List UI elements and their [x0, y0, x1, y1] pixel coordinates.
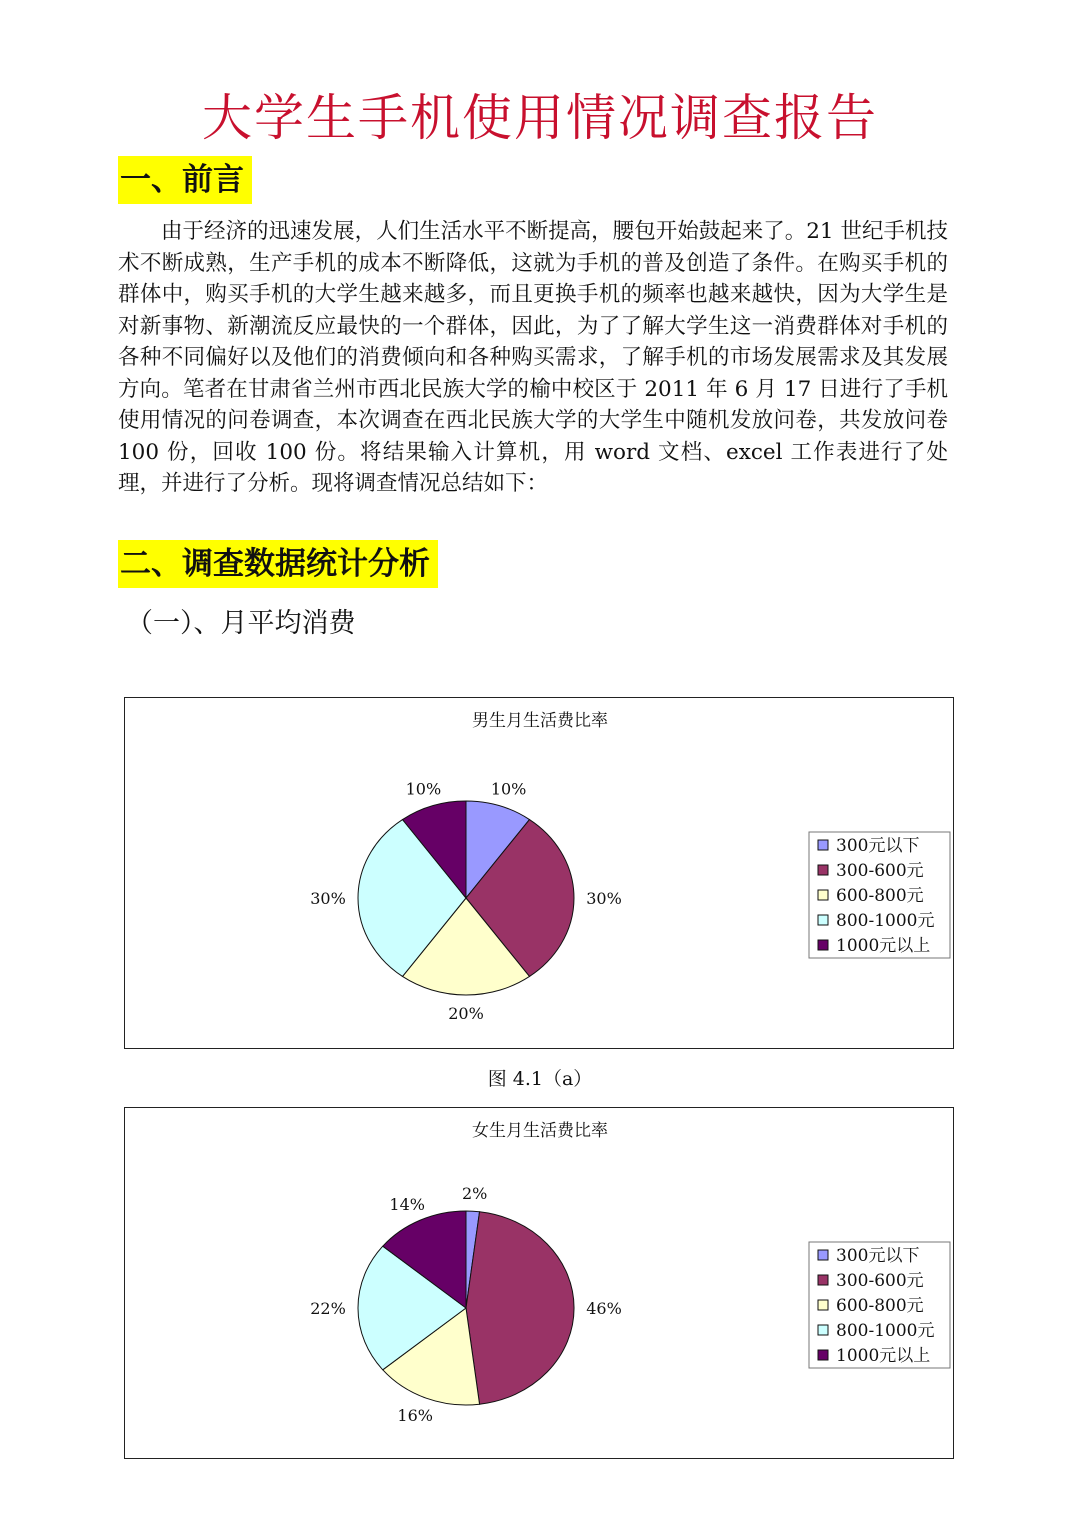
chart-svg-female	[125, 1108, 955, 1460]
female-chart-title: 女生月生活费比率	[472, 1121, 608, 1141]
female-legend-item-3: 600-800元	[836, 1296, 924, 1316]
male-legend-swatch-2	[818, 865, 828, 875]
female-legend-swatch-3	[818, 1300, 828, 1310]
male-legend	[809, 832, 950, 958]
male-legend-item-5: 1000元以上	[836, 936, 931, 956]
female-legend-item-5: 1000元以上	[836, 1346, 931, 1366]
female-pie-slice-2	[466, 1212, 574, 1404]
figure-caption: 图 4.1（a）	[487, 1068, 593, 1090]
chart-svg-male	[125, 698, 955, 1050]
male-legend-swatch-1	[818, 840, 828, 850]
female-legend-item-4: 800-1000元	[836, 1321, 935, 1341]
male-legend-item-1: 300元以下	[836, 836, 920, 856]
male-pie-label-3: 20%	[448, 1004, 484, 1023]
section-heading-preface: 一、前言	[118, 156, 252, 204]
male-legend-swatch-4	[818, 915, 828, 925]
female-legend-swatch-5	[818, 1350, 828, 1360]
male-legend-swatch-5	[818, 940, 828, 950]
female-pie-label-5: 14%	[389, 1194, 425, 1214]
male-pie-label-5: 10%	[405, 779, 442, 799]
female-legend-swatch-4	[818, 1325, 828, 1335]
intro-paragraph: 由于经济的迅速发展，人们生活水平不断提高，腰包开始鼓起来了。21 世纪手机技术不断成熟，生产手机的成本不断降低，这就为手机的普及创造了条件。在购买手机的群体中，购买手机的大学生越来越多，而且更换手机的频率也越来越快，因为大学生是对新事物、新潮流反应最快的一个群体，因此，为了了解大学生这一消费群体对手机的各种不同偏好以及他们的消费倾向和各种购买需求，了解手机的市场发展需求及其发展方向。笔者在甘肃省兰州市西北民族大学的榆中校区于 2011 年 6 月 17 日进行了手机使用情况的问卷调查，本次调查在西北民族大学的大学生中随机发放问卷，共发放问卷 100 份，回收 100 份。将结果输入计算机，用 word 文档、excel 工作表进行了处理，并进行了分析。现将调查情况总结如下：	[118, 219, 948, 496]
subsection-heading-monthly-spending: （一）、月平均消费	[126, 608, 356, 639]
male-legend-swatch-3	[818, 890, 828, 900]
chart-male-living-expense	[124, 697, 954, 1049]
male-legend-item-4: 800-1000元	[836, 911, 935, 931]
female-legend	[809, 1242, 950, 1368]
female-legend-swatch-2	[818, 1275, 828, 1285]
female-pie-label-2: 46%	[586, 1299, 622, 1318]
chart-female-living-expense	[124, 1107, 954, 1459]
female-legend-item-2: 300-600元	[836, 1271, 924, 1291]
male-pie-label-4: 30%	[310, 889, 346, 908]
female-pie-label-4: 22%	[310, 1299, 346, 1318]
male-legend-item-2: 300-600元	[836, 861, 924, 881]
female-pie-label-1: 2%	[462, 1184, 488, 1204]
male-pie-label-2: 30%	[586, 889, 622, 908]
female-legend-item-1: 300元以下	[836, 1246, 920, 1266]
male-legend-item-3: 600-800元	[836, 886, 924, 906]
female-pie-label-3: 16%	[397, 1405, 433, 1425]
male-pie-label-1: 10%	[490, 779, 527, 799]
female-legend-swatch-1	[818, 1250, 828, 1260]
page-title: 大学生手机使用情况调查报告	[202, 89, 878, 147]
section-heading-analysis: 二、调查数据统计分析	[118, 540, 438, 588]
male-chart-title: 男生月生活费比率	[472, 711, 608, 731]
